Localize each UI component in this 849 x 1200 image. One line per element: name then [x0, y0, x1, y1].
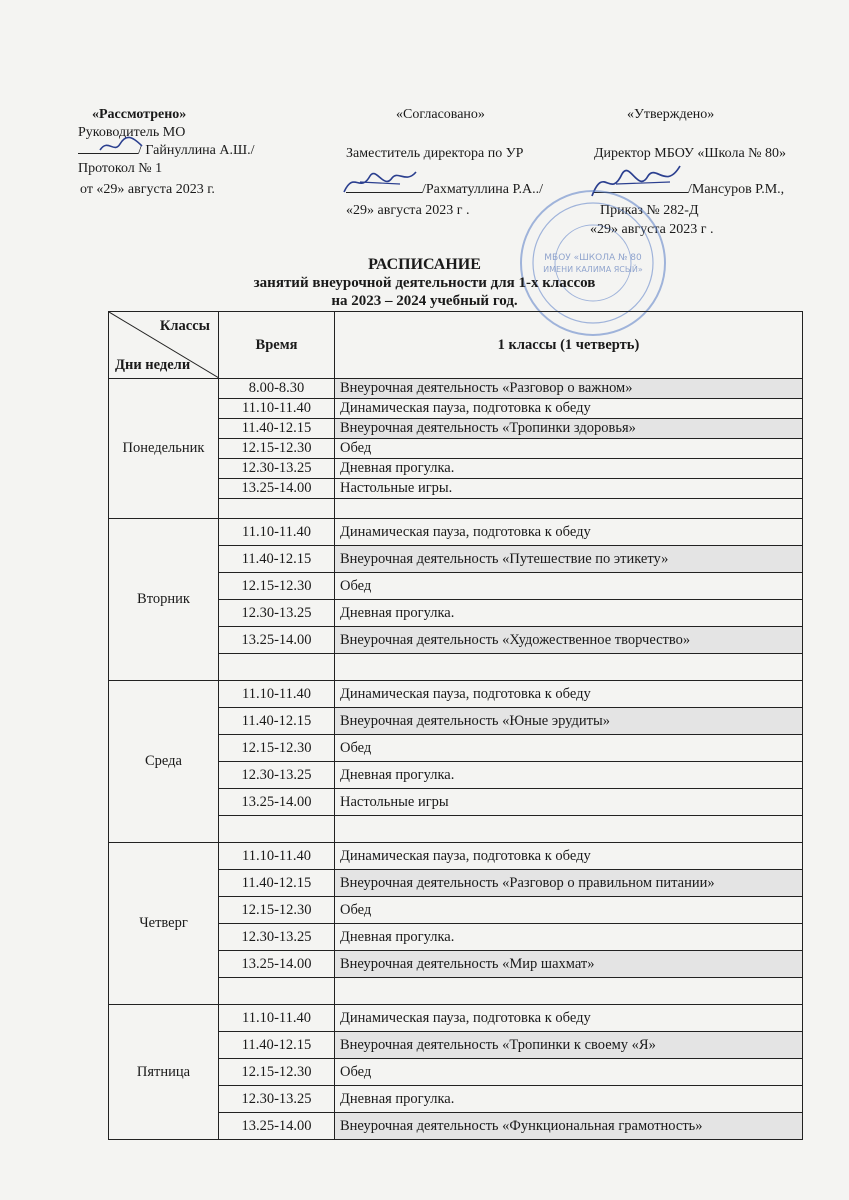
time-cell: 13.25-14.00: [219, 627, 335, 654]
activity-cell: Дневная прогулка.: [335, 600, 803, 627]
stamp-line1: МБОУ «ШКОЛА № 80: [544, 253, 642, 263]
time-cell: 8.00-8.30: [219, 379, 335, 399]
approved-order: Приказ № 282-Д: [600, 203, 699, 218]
activity-cell: Динамическая пауза, подготовка к обеду: [335, 399, 803, 419]
time-cell: 12.15-12.30: [219, 1059, 335, 1086]
time-cell: 11.40-12.15: [219, 870, 335, 897]
time-cell: [219, 816, 335, 843]
activity-cell: Обед: [335, 1059, 803, 1086]
time-cell: 11.40-12.15: [219, 419, 335, 439]
activity-cell: Дневная прогулка.: [335, 1086, 803, 1113]
time-cell: 11.40-12.15: [219, 708, 335, 735]
considered-protocol: Протокол № 1: [78, 161, 163, 176]
agreed-role: Заместитель директора по УР: [346, 146, 524, 161]
activity-cell: [335, 654, 803, 681]
table-row: [109, 681, 803, 708]
activity-cell: Внеурочная деятельность «Разговор о правильном питании»: [335, 870, 803, 897]
table-row: [109, 843, 803, 870]
day-name-cell: Вторник: [109, 519, 219, 681]
considered-role: Руководитель МО: [78, 125, 186, 140]
time-cell: [219, 978, 335, 1005]
activity-cell: Динамическая пауза, подготовка к обеду: [335, 519, 803, 546]
header-time: Время: [219, 312, 335, 379]
agreed-title: «Согласовано»: [396, 107, 485, 122]
day-name-cell: Четверг: [109, 843, 219, 1005]
table-row: [109, 1005, 803, 1032]
time-cell: 12.30-13.25: [219, 459, 335, 479]
activity-cell: Внеурочная деятельность «Юные эрудиты»: [335, 708, 803, 735]
considered-title: «Рассмотрено»: [92, 107, 187, 122]
document-title: РАСПИСАНИЕ: [368, 256, 481, 273]
time-cell: [219, 654, 335, 681]
time-cell: 11.40-12.15: [219, 546, 335, 573]
activity-cell: Внеурочная деятельность «Тропинки к своему «Я»: [335, 1032, 803, 1059]
header-diagonal-cell: [109, 312, 219, 379]
approved-date: «29» августа 2023 г .: [590, 222, 714, 237]
activity-cell: Динамическая пауза, подготовка к обеду: [335, 843, 803, 870]
stamp-line2: ИМЕНИ КАЛИМА ЯСЫЙ»: [543, 265, 643, 274]
time-cell: 11.10-11.40: [219, 681, 335, 708]
time-cell: 11.10-11.40: [219, 843, 335, 870]
header-column: 1 классы (1 четверть): [335, 312, 803, 379]
activity-cell: Настольные игры.: [335, 479, 803, 499]
activity-cell: Внеурочная деятельность «Функциональная грамотность»: [335, 1113, 803, 1140]
day-name-cell: Понедельник: [109, 379, 219, 519]
day-name-cell: Пятница: [109, 1005, 219, 1140]
time-cell: 11.10-11.40: [219, 399, 335, 419]
header-days: Дни недели: [115, 357, 191, 373]
approved-signer: /Мансуров Р.М.,: [688, 182, 785, 197]
activity-cell: Дневная прогулка.: [335, 924, 803, 951]
time-cell: 13.25-14.00: [219, 479, 335, 499]
activity-cell: Динамическая пауза, подготовка к обеду: [335, 1005, 803, 1032]
time-cell: 12.30-13.25: [219, 924, 335, 951]
activity-cell: Дневная прогулка.: [335, 762, 803, 789]
table-row: [109, 519, 803, 546]
schedule-table: [108, 311, 803, 1140]
activity-cell: Обед: [335, 439, 803, 459]
agreed-signer: /Рахматуллина Р.А../: [422, 182, 544, 197]
activity-cell: Внеурочная деятельность «Мир шахмат»: [335, 951, 803, 978]
approved-role: Директор МБОУ «Школа № 80»: [594, 146, 787, 161]
activity-cell: [335, 978, 803, 1005]
activity-cell: Обед: [335, 897, 803, 924]
activity-cell: Обед: [335, 573, 803, 600]
activity-cell: Внеурочная деятельность «Тропинки здоровья»: [335, 419, 803, 439]
considered-signer: / Гайнуллина А.Ш./: [138, 143, 255, 158]
considered-date: от «29» августа 2023 г.: [80, 182, 215, 197]
table-row: [109, 379, 803, 399]
time-cell: 13.25-14.00: [219, 1113, 335, 1140]
time-cell: 11.40-12.15: [219, 1032, 335, 1059]
time-cell: 12.30-13.25: [219, 1086, 335, 1113]
time-cell: [219, 499, 335, 519]
time-cell: 11.10-11.40: [219, 1005, 335, 1032]
time-cell: 13.25-14.00: [219, 951, 335, 978]
agreed-date: «29» августа 2023 г .: [346, 203, 470, 218]
signature-icon: [98, 134, 146, 156]
document-subtitle: занятий внеурочной деятельности для 1-х классов: [253, 275, 596, 291]
time-cell: 11.10-11.40: [219, 519, 335, 546]
activity-cell: [335, 499, 803, 519]
activity-cell: Внеурочная деятельность «Разговор о важном»: [335, 379, 803, 399]
signature-icon: [340, 164, 420, 198]
time-cell: 12.15-12.30: [219, 573, 335, 600]
time-cell: 12.15-12.30: [219, 897, 335, 924]
time-cell: 12.15-12.30: [219, 439, 335, 459]
activity-cell: [335, 816, 803, 843]
time-cell: 13.25-14.00: [219, 789, 335, 816]
document-year: на 2023 – 2024 учебный год.: [331, 293, 518, 309]
activity-cell: Настольные игры: [335, 789, 803, 816]
activity-cell: Внеурочная деятельность «Путешествие по этикету»: [335, 546, 803, 573]
time-cell: 12.15-12.30: [219, 735, 335, 762]
activity-cell: Внеурочная деятельность «Художественное творчество»: [335, 627, 803, 654]
activity-cell: Дневная прогулка.: [335, 459, 803, 479]
approved-title: «Утверждено»: [627, 107, 715, 122]
activity-cell: Обед: [335, 735, 803, 762]
day-name-cell: Среда: [109, 681, 219, 843]
header-classes: Классы: [159, 318, 210, 334]
table-header-row: [109, 312, 803, 379]
activity-cell: Динамическая пауза, подготовка к обеду: [335, 681, 803, 708]
time-cell: 12.30-13.25: [219, 600, 335, 627]
time-cell: 12.30-13.25: [219, 762, 335, 789]
